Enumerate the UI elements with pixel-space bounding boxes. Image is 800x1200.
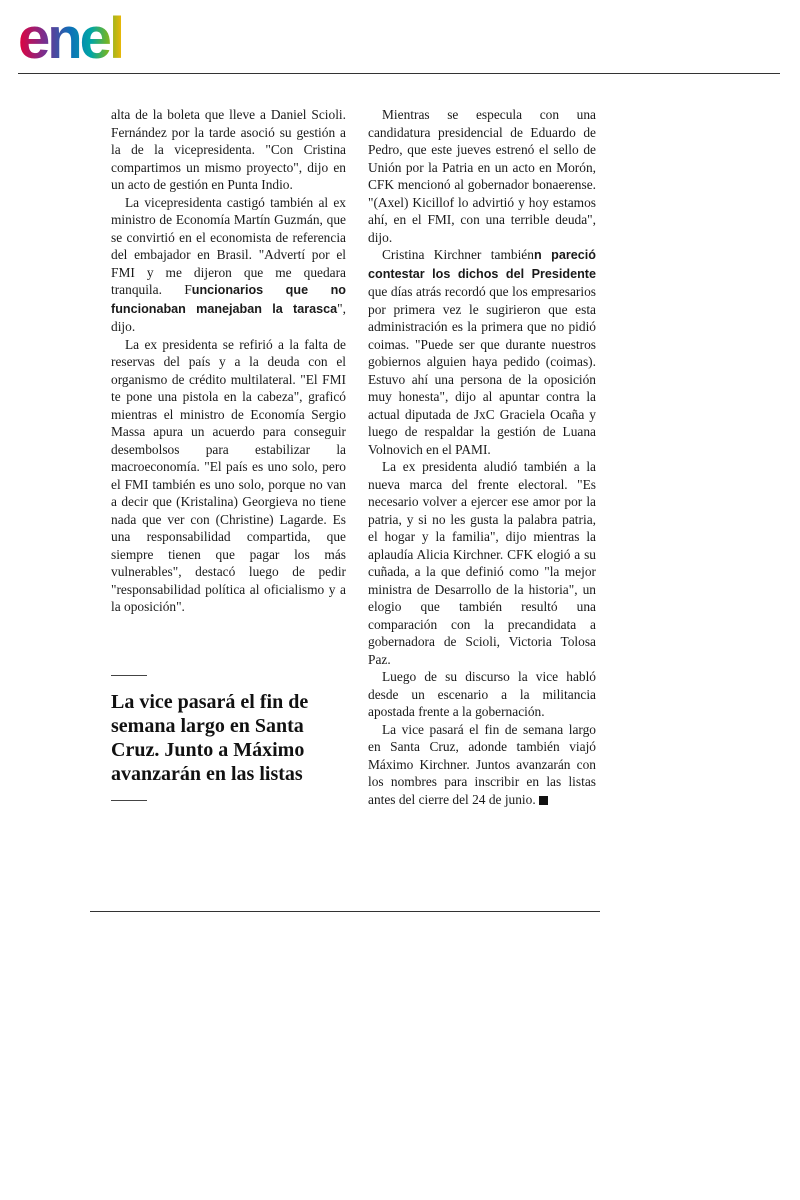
left-paragraph-1: alta de la boleta que lleve a Daniel Scioli. Fernández por la tarde asoció su gestión a la de la vicepresidenta. "Con Cristina compartimos un mismo proyecto", dijo en un acto de gestión en Punta Indio. xyxy=(111,107,346,192)
right-column xyxy=(368,106,596,808)
subhead-rule-top xyxy=(111,675,147,676)
right-paragraph-2-highlight: n pareció contestar los dichos del Presidente xyxy=(368,248,596,281)
subhead-rule-bottom xyxy=(111,800,147,801)
left-paragraph-2 xyxy=(111,194,346,336)
end-of-article-icon xyxy=(539,796,548,805)
logo-text: enel xyxy=(18,6,123,66)
right-paragraph-4: Luego de su discurso la vice habló desde un escenario a la militancia apostada frente a la gobernación. xyxy=(368,669,596,719)
right-paragraph-1: Mientras se especula con una candidatura presidencial de Eduardo de Pedro, que este jueves estrenó el sello de Unión por la Patria en un acto en Morón, CFK mencionó al gobernador bonaerense. "(Axel) Kicillof lo advirtió y hoy estamos ahí, en el FMI, con una terrible deuda", dijo. xyxy=(368,107,596,245)
subhead: La vice pasará el fin de semana largo en Santa Cruz. Junto a Máximo avanzarán en las listas xyxy=(111,691,309,785)
right-paragraph-2 xyxy=(368,246,596,458)
right-paragraph-5 xyxy=(368,721,596,809)
footer-divider xyxy=(90,911,600,912)
header-divider xyxy=(18,73,780,74)
right-paragraph-2-start: Cristina Kirchner también xyxy=(382,247,534,262)
left-column xyxy=(111,106,346,616)
right-paragraph-3: La ex presidenta aludió también a la nueva marca del frente electoral. "Es necesario volver a ejercer ese amor por la patria, y si no les gusta la palabra patria, el hogar y la familia", dijo mientras la aplaudía Alicia Kirchner. CFK elogió a su cuñada, a la que definió como "la mejor ministra de Desarrollo de la historia", un elogio que también resultó una comparación con la precandidata a gobernadora de Scioli, Victoria Tolosa Paz. xyxy=(368,459,596,667)
left-paragraph-2-end: ", dijo. xyxy=(111,300,346,334)
enel-logo xyxy=(18,6,178,66)
right-paragraph-2-end: que días atrás recordó que los empresarios por primera vez le sugirieron que esta administración es la primera que no pidió coimas. "Puede ser que durante nuestros gobiernos alguien haya pedido (coimas). Estuvo ahí una persona de la oposición muy honesta", dijo al apuntar contra la actual diputada de JxC Graciela Ocaña y luego de respaldar la gestión de Luana Volnovich en el PAMI. xyxy=(368,284,596,457)
left-paragraph-3: La ex presidenta se refirió a la falta de reservas del país y a la deuda con el organismo de crédito multilateral. "El FMI te pone una pistola en la cabeza", graficó mientras el ministro de Economía Sergio Massa apura un acuerdo para conseguir desembolsos para estabilizar la macroeconomía. "El país es uno solo, pero el FMI también es uno solo, porque no van a decir que (Kristalina) Georgieva no tiene nada que ver con (Christine) Lagarde. Es una responsabilidad compartida, que siempre tienen que pagar los más vulnerables", destacó luego de pedir "responsabilidad política al oficialismo y a la oposición". xyxy=(111,336,346,614)
left-paragraph-2-highlight: uncionarios que no funcionaban manejaban la tarasca xyxy=(111,283,346,316)
left-paragraph-2-start: La vicepresidenta castigó también al ex ministro de Economía Martín Guzmán, que se convirtió en el economista de referencia del embajador en Brasil. "Advertí por el FMI y me dijeron que me quedara tranquila. F xyxy=(111,194,346,297)
right-paragraph-5-text: La vice pasará el fin de semana largo en Santa Cruz, adonde también viajó Máximo Kirchner. Juntos avanzarán con los nombres para inscribir en las listas antes del cierre del 24 de junio. xyxy=(368,721,596,807)
